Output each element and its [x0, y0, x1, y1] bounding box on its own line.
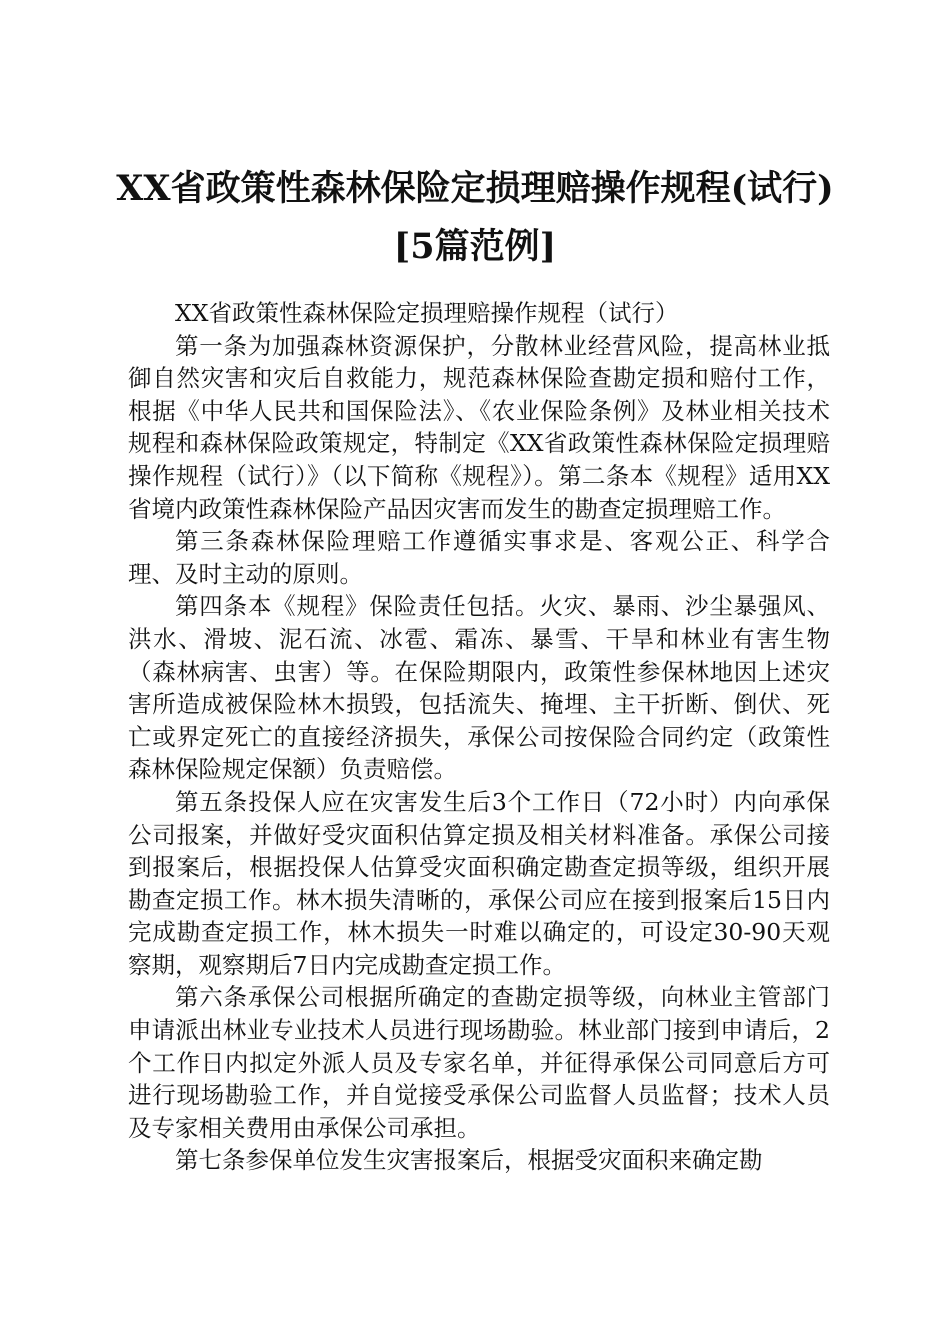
article-6-paragraph: 第六条承保公司根据所确定的查勘定损等级，向林业主管部门申请派出林业专业技术人员进行现场勘验。林业部门接到申请后，2个工作日内拟定外派人员及专家名单，并征得承保公司同意后方可进行现场勘验工作，并自觉接受承保公司监督人员监督；技术人员及专家相关费用由承保公司承担。	[128, 983, 830, 1142]
article-5-paragraph: 第五条投保人应在灾害发生后3个工作日（72小时）内向承保公司报案，并做好受灾面积估算定损及相关材料准备。承保公司接到报案后，根据投保人估算受灾面积确定勘查定损等级，组织开展勘查定损工作。林木损失清晰的，承保公司应在接到报案后15日内完成勘查定损工作，林木损失一时难以确定的，可设定30-90天观察期，观察期后7日内完成勘查定损工作。	[128, 787, 830, 979]
article-4-paragraph: 第四条本《规程》保险责任包括。火灾、暴雨、沙尘暴强风、洪水、滑坡、泥石流、冰雹、霜冻、暴雪、干旱和林业有害生物（森林病害、虫害）等。在保险期限内，政策性参保林地因上述灾害所造成被保险林木损毁，包括流失、掩埋、主干折断、倒伏、死亡或界定死亡的直接经济损失，承保公司按保险合同约定（政策性森林保险规定保额）负责赔偿。	[128, 592, 830, 784]
document-title: XX省政策性森林保险定损理赔操作规程(试行)[5篇范例]	[116, 168, 834, 267]
article-7-paragraph: 第七条参保单位发生灾害报案后，根据受灾面积来确定勘	[175, 1146, 763, 1175]
article-3-paragraph: 第三条森林保险理赔工作遵循实事求是、客观公正、科学合理、及时主动的原则。	[128, 527, 830, 588]
subtitle-paragraph: XX省政策性森林保险定损理赔操作规程（试行）	[175, 299, 679, 327]
document-body	[128, 297, 830, 1177]
article-1-paragraph: 第一条为加强森林资源保护，分散林业经营风险，提高林业抵御自然灾害和灾后自救能力，规范森林保险查勘定损和赔付工作，根据《中华人民共和国保险法》、《农业保险条例》及林业相关技术规程和森林保险政策规定，特制定《XX省政策性森林保险定损理赔操作规程（试行）》（以下简称《规程》）。第二条本《规程》适用XX省境内政策性森林保险产品因灾害而发生的勘查定损理赔工作。	[128, 331, 830, 523]
